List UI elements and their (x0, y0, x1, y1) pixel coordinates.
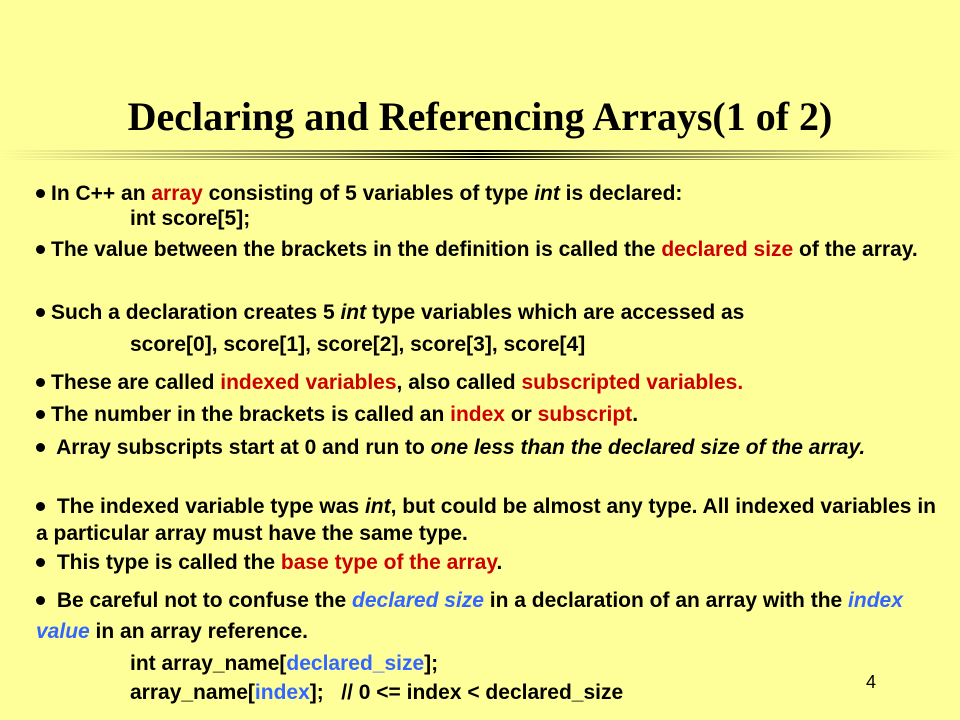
bullet-dot (36, 502, 45, 511)
code-score-declaration: int score[5]; (130, 207, 251, 230)
bullet-dot (36, 245, 45, 254)
bullet-dot (36, 189, 45, 198)
bullet-indexed-variables: These are called indexed variables, also called subscripted variables. (36, 369, 948, 396)
bullet-declaration-creates: Such a declaration creates 5 int type variables which are accessed as (36, 299, 948, 326)
bullet-dot (36, 308, 45, 317)
bullet-base-type: This type is called the base type of the array. (36, 549, 948, 576)
code-array-declaration: int array_name[declared_size]; (130, 652, 439, 675)
bullet-dot (36, 443, 45, 452)
bullet-subscripts-start: Array subscripts start at 0 and run to one less than the declared size of the array. (36, 434, 948, 461)
title-divider (0, 150, 960, 160)
slide-title: Declaring and Referencing Arrays(1 of 2) (127, 94, 833, 139)
bullet-dot (36, 410, 45, 419)
bullet-dot (36, 596, 45, 605)
bullet-dot (36, 558, 45, 567)
page-number: 4 (866, 672, 877, 692)
code-array-reference: array_name[index]; // 0 <= index < declared_size (130, 681, 624, 704)
bullet-dot (36, 378, 45, 387)
bullet-indexed-variable-type: The indexed variable type was int, but could be almost any type. All indexed variables in a particular array must have the same type. (36, 495, 936, 545)
bullet-careful-confuse: Be careful not to confuse the declared size in a declaration of an array with the index value in an array reference. (36, 589, 903, 643)
code-score-elements: score[0], score[1], score[2], score[3], score[4] (130, 333, 586, 356)
bullet-declared-size: The value between the brackets in the definition is called the declared size of the array. (36, 236, 948, 263)
bullet-index-subscript: The number in the brackets is called an index or subscript. (36, 401, 948, 428)
bullet-array-declaration: In C++ an array consisting of 5 variables of type int is declared: (36, 180, 948, 207)
